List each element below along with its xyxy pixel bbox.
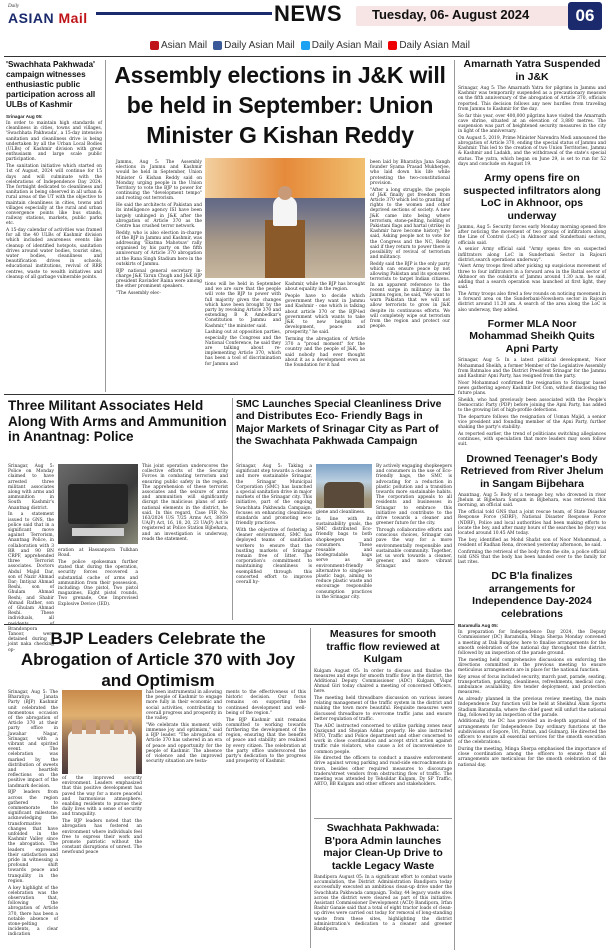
row-divider (4, 394, 454, 395)
smc-col3: By actively engaging shopkeepers and consumers in the use of Eco-friendly bags, the SMC is advocating for a reduction in plastic pollution and a transition towards more sustainable habits. The corporation appeals to all residents and businesses in Srinagar to embrace this initiative and contribute to the drive towards a cleaner and greener future for the city. Through collaborative efforts and conscious choices, Srinagar can pave the way for a more environmentally responsible and sustainable community. Together, let us work towards a cleaner, greener, and more vibrant Srinagar. (376, 464, 452, 570)
photo-people (324, 482, 364, 508)
mla-headline: Former MLA Noor Mohammad Sheikh Quits Apni Party (469, 317, 595, 355)
bjp-photo (62, 690, 142, 774)
bjp-headline: BJP Leaders Celebrate the Abrogation of Article 370 with Joy and Optimism (20, 629, 296, 690)
dc-headline: DC B'la finalizes arrangements for Independence Day-2024 celebrations (472, 570, 592, 620)
kulgam-story (314, 628, 452, 814)
militants-col1: Srinagar, Aug 5: Police on Monday claimed to have arrested three militant associates along with arms and ammunition in South Kashmir's Anantnag district. In a statement issued to GNS, the police said that in a significant move against Terrorism, Anantnag Police, in collaboration with 3 RR and 90 BN CRPF, apprehended three Terrorist associates. Doctors Abdul Majid Dar, son of Nazir Ahmad Dar; Imtiyaz Ahmad Reshi, son of Ghulam Ahmad Reshi; and Shabir Ahmad Rather, son of Ghulam Ahmad Reshi. These individuals, all Brandonpora Tanoor, were detained during a joint naka checking op- (8, 464, 54, 653)
bandipora-body: Bandipora August 05: In a significant effort to combat waste accumulation, the District Administration Bandipora today successfully executed an ambitious clean-up drive under the Swachhata Pakhwada campaign. Today, 44 legacy waste sites across the district were cleared as part of this initiative. Assistant Commissioner Development (ACD) Bandipora, Irfan Bashir Ganaie said that a total of eight tractor loads of clean-up drives were carried out today for removal of long-standing waste from these sites, highlighting the district administration's dedication to a cleaner and greener Bandipora. (314, 875, 452, 933)
masthead-logo (8, 4, 98, 30)
top-story-col3: Kashmir, while the BJP has brought about equality in the region. People have to decide which government they want in Jammu and Kashmir - one which is talking about article 370 or the BJP-led government which wants to take J&K to new heights of development, peace and prosperity," he said. Terming the abrogation of Article 370 a "proud moment" for the country and the people of J&K, he said nobody had ever thought about it as a development even as the foundation for it had (285, 282, 365, 369)
bandipora-story (314, 822, 452, 948)
photo-head (278, 186, 292, 200)
militants-col3: This joint operation underscores the collective efforts of the Security Forces in combating terrorism and ensuring public safety in the region. The apprehension of these terrorist associates and the seizure of arms and ammunition will significantly disrupt the malicious plans of anti-national elements in the district, he said. In this regard, Case FIR No. 163/2024 U/S 7/25 Arms Act, 38/39 UA(P) Act, 16, 18, 20, 23 UA(P) Act is registered at Police Station Bijbehara, and an investigation is underway, reads the statement. (142, 464, 228, 542)
mla-body: Srinagar, Aug 5: In a latest political development, Noor Mohammad Sheikh, a former Member of the Legislative Assembly from Batmaloo and the District President Srinagar for the Jammu and Kashmir Apni Party, has resigned from the party. Noor Mohammad confirmed the resignation to Srinagar based news gathering agency Kashmir Dot Com, without disclosing the future plans. Sheikh, who had previously been associated with the People's Democratic Party (PDP) before joining the Apni Party, has added to the growing list of high-profile defections. The departure follows the resignation of Usman Majid, a senior vice president and founding member of the Apni Party, further shaking the party's stability. As reported earlier, the trend of politicians switching allegiances continues, with speculation that more leaders may soon follow suit. (458, 358, 606, 448)
bjp-col2: of the improved security environment. Leaders emphasized that this positive development has paved the way for a more peaceful and harmonious atmosphere, enabling residents to pursue their daily lives with a sense of security and tranquility. The BJP leaders noted that the abrogation has fostered an environment where individuals feel free to express their work and promote patriotic without the constant disruptions of unrest. The newfound peace (62, 776, 142, 856)
photo-weapon-label (72, 528, 124, 536)
militants-col2: eration at Hassanpora Tulkhan Road. The police spokesman further stated that during the operation, security forces recovered a substantial cache of arms and ammunition from their possession, including: One pistol, Two pistol magazines, Eight pistol rounds, Two grenade, One Improvised Explosive Device (IED). (58, 548, 138, 607)
smc-headline: SMC Launches Special Cleanliness Drive and Distributes Eco- Friendly Bags in Major Markets of Srinagar City as Part of the Swachhata Pakhwada Campaign (236, 398, 442, 447)
bjp-col1: Srinagar, Aug 5: The Bharatiya Janata Party (BJP) Kashmir unit celebrated the momentous occasion of the abrogation of Article 370 at their party office in Jawahar Nagar, Srinagar, with a vibrant and spirited event. The celebration was marked by the distribution of sweets and heartfelt reflections on the positive impact of the landmark decision. BJP leaders from across the region gathered to commemorate the significant milestone, acknowledging the transformative changes that have unfolded in the Kashmir Valley since the abrogation. The leaders expressed their satisfaction and pride in witnessing a profound shift towards peace and tranquility in the region. A key highlight of the celebration was the observation that, following the abrogation of Article 370, there has been a notable absence of stone-pelting incidents, a clear indication (8, 690, 58, 938)
army-body: Jammu, Aug 5: Security forces early Monday morning opened fire after noticing the movement of two groups of infiltrators along the Line of Control (LoC) in Akhnoor and Sunderbani sectors, officials said. A senior Army official said "Army opens fire on suspected infiltrators along LoC in Sunderbani Sector in Rajouri district,search operations underway". "Alert Army troops fired after picking up suspicious movement of three to four infiltrators in a forward area in the Battal sector of Akhnoor on the outskirts of Jammu around 1.30 a.m. he said, adding that a search operation was launched at first light, they said. The Army troops also fired a few rounds on noticing movement in a forward area on the Sunderbani-Nowshera sector in Rajouri district around 11.20 am. A search of the area along the LoC is also underway, they added. (458, 225, 606, 313)
left-story-body: In order to maintain high standards of cleanliness in cities, towns and villages, 'Swachhata Pakhwada', a 15-day intensive sanitation and cleanliness drive is being undertaken by all the Urban Local Bodies (ULBs) of Kashmir division with great enthusiasm and large scale public participation. The sanitation initiative which started on 1st of August, 2024 will continue for 15 days and will culminate with the celebrations of Independence Day 2024. The fortnight dedicated to cleanliness and sanitation is being observed in all urban & rural areas of the UT with the objective to maintain cleanliness in cities, towns and villages especially at the rural and urban convergence points like bus stands, railway stations, markets, public parks etc. A 15-day calendar of activities was framed for all the 40 ULBs of Kashmir division which included awareness events like cleanup of identified hotspots, sanitation drives around water bodies, tourist sites, water bodies, cleanliness and beautification drives in schools, educational institutions, revival of RRR centres, waste to wealth initiatives and cleanup of all garbage vulnerable points. (6, 121, 102, 280)
amarnath-body: Srinagar, Aug 5: The Amarnath Yatra for pilgrims in Jammu and Kashmir was temporarily suspended as a precautionary measure on the fifth anniversary of the abrogation of Article 370, officials reported. This decision follows any new hurdles from traveling from Jammu to Kashmir for the day. So far this year, over 400,000 pilgrims have visited the Amarnath cave shrine, situated at an elevation of 3,880 metres. The suspension was part of heightened security measures in the city in light of the anniversary. On August 5, 2019, Prime Minister Narendra Modi announced the abrogation of Article 370, ending the special status of Jammu and Kashmir. This led to the creation of two Union Territories, Jammu & Kashmir and Ladakh, and the withdrawal of the state's special status. The yatra, which began on June 29, is set to run for 52 days and conclude on August 19. (458, 86, 606, 167)
youtube-icon (388, 41, 397, 50)
social-bar (150, 38, 470, 52)
masthead (0, 0, 610, 56)
smc-col1: Srinagar, Aug 5: Taking a significant step towards a cleaner and more sustainable Srinagar, the Srinagar Municipal Corporation (SMC) has launched a special sanitation drive in major markets of the Srinagar city. This initiative, part of the ongoing Swachhata Pakhwada Campaign, focuses on enhancing cleanliness standards and promoting eco-friendly practices. With the objective of fostering a cleaner environment, SMC has deployed teams of sanitation workers to ensure that the bustling markets of Srinagar remain free of litter. The corporation's commitment to maintaining cleanliness is exemplified through this concerted effort to improve overall hy- (236, 464, 312, 585)
photo-weapons (68, 484, 128, 524)
drowned-headline: Drowned Teenager's Body Retrieved from River Jhelum in Sangam Bijbehara (460, 452, 604, 490)
masthead-divider (4, 56, 606, 57)
amarnath-headline: Amarnath Yatra Suspended in J&K (463, 58, 601, 83)
section-label: NEWS (274, 1, 342, 26)
dc-byline: Baramulla Aug 05: (458, 623, 499, 629)
page-number-badge: 06 (568, 2, 602, 30)
logo-small: Daily (8, 4, 20, 9)
smc-photo (316, 464, 372, 508)
facebook-icon (213, 41, 222, 50)
top-story-col1: Jammu, Aug 5: The Assembly elections in Jammu and Kashmir would be held in September, Union Minister G Kishan Reddy said on Monday, urging people in the Union Territory to vote the BJP to power for continuing the "development tempo" and rooting out terrorism. He said the architects of Pakistan and its intelligence agency ISI have been largely unhinged in J&K after the abrogation of Article 370 as the Centre has crushed terror network. Reddy, who is also election in-charge of the BJP in Jammu and Kashmir, was addressing 'Ekatma Mahotsav' rally organised by his party on the fifth anniversary of Article 370 abrogation at the Rana Singh Stadium here in the outskirts of Jammu. BJP national general secretary in-charge J&K Tarun Chugh and J&K BJP president Ravinder Raina were among the other prominent speakers. "The Assembly elec- (116, 160, 202, 296)
bjp-col3: has been instrumental in allowing the people of Kashmir to engage more fully in their economic and social activities, contributing to overall progress and prosperity in the valley. "We celebrate this moment with immense joy and optimism," said a BJP leader. "The abrogation of Article 370 has ushered in an era of peace and opportunity for the people of Kashmir. The absence of violence and the improved security situation are testa- (146, 690, 222, 765)
drowned-body: Anantnag, Aug 5: Body of a teenage boy, who drowned in river Jhelum at Bijbehara Sangam in Bijbehara, was retrieved this morning, an official said. The official told GNS that a joint rescue team, of State Disaster Response Force (SDRF), National Disaster Response Force (NDRF), Police and local authorities had been making efforts to locate the boy, and after many hours of the searches he (boy) was located around 10.45 AM today. The boy, identified as Mohd Shafat son of Noor Mohammad, a resident of Radhan Rena, drowned yesterday afternoon, he said. Confirming the retrieval of the body from the site, a police official told GNS that the body has been handed over to the family for last rites. (458, 493, 606, 565)
col-divider (105, 60, 106, 392)
right-col-divider (454, 60, 455, 950)
social-item[interactable]: Asian Mail (150, 40, 207, 51)
kulgam-headline: Measures for smooth traffic flow reviewed at Kulgam (326, 628, 440, 665)
issue-date: Tuesday, 06- August 2024 (372, 7, 530, 22)
militants-photo (58, 464, 138, 544)
kulgam-body: Kulgam August 05: In order to discuss and finalise the measures and steps for smooth traffic flow in the district, the Additional Deputy Commissioner (ADC) Kulgam, Viqar Ahmad Giri today chaired a meeting of concerned Officers, here. The meeting held threadbare discussion on various issues relating management of the traffic system in the district and making the town more beautiful. Requisite measures were discussed threadbare to overcome traffic jams and ensure better regulation of traffic. The ADC instructed concerned to utilize parking zones near Qaziqund and Shopian Addas properly. He also instructed MTO, Traffic and Police department and other concerned to work in close coordination and accept strict action against traffic rule violators, who cause a lot of inconvenience to common people. He directed the officers to conduct a massive enforcement drive against wrong parking and road-side encroachments in town, besides other required measures to discourage traders/street vendors from obstructing flow of traffic. The meeting was attended by Tehsildar Kulgam, Dy SP Traffic, ARTO, BB Kulgam and other officers and stakeholders. (314, 668, 452, 788)
left-story-byline: Srinagar Aug 05: (6, 114, 43, 119)
social-item[interactable]: Daily Asian Mail (301, 40, 383, 51)
twitter-icon (301, 41, 310, 50)
top-story-col2: tions will be held in September and we are sure that the people will vote the BJP to power with full majority given the changes which have been brought by the party by revoking Article 370 and extending B R Ambedkar's Constitution to Jammu and Kashmir," the minister said. Lashing out at opposition parties, especially the Congress and the National Conference, he said they are talking about re-implementing Article 370, which has been a tool of discrimination for Jammu and (205, 282, 281, 367)
army-headline: Army opens fire on suspected infiltrators along LoC in Akhnoor, ops underway (463, 172, 601, 222)
col-divider (232, 398, 233, 620)
social-item[interactable]: Daily Asian Mail (213, 40, 295, 51)
social-item[interactable]: Daily Asian Mail (388, 40, 470, 51)
row-divider (4, 624, 454, 625)
top-story-col4: been laid by Bharatiya Jana Sangh founder Syama Prasad Mukherjee, who laid down his life while protesting the two-constitutional provision. "After a long struggle, the people of J&K finally got freedom from Article 370 which led to granting of rights to the women and other deprived sections of society. A new J&K came into being where terrorism, stone-pelting, holding of Pakistani flags and hartal (strike) in Kashmir have become history," he said, Asking people not to vote for the Congress and the NC, Reddy said if they return to power there is possibility of revival of terrorism and militancy. Reddy said the BJP is the only party which can ensure peace by not allowing Pakistan and its sponsored terrorists to target Indian citizens. In an apparent reference to the recent surge in militancy in the Jammu region, he said, "We want to warn Pakistan that we will not allow terrorists to grow in J&K despite its continuous efforts. We will completely wipe out terrorism from the region and protect our people. (370, 160, 450, 330)
smc-col2: giene and cleanliness. In line with its sustainability goals, the SMC distributed Eco-friendly bags to both shopkeepers and consumers. These reusable and biodegradable bags serve as an environment-friendly alternative to single-use plastic bags, aiming to reduce plastic waste and encourage responsible consumption practices in the Srinagar city. (316, 510, 372, 600)
photo-heads (72, 720, 132, 734)
bandipora-headline: Swachhata Pakhwada: B'pora Admin launches major Clean-Up Drive to tackle Legacy Waste (323, 822, 443, 872)
dc-body: In preparation for Independence Day 2024, the Deputy Commissioner (DC) Baramulla, Minga Sherpa Monday convened a meeting at Dak Bunglow, here to finalise arrangements for the smooth celebration of the national day throughout the district, followed by an inspection of the parade ground. The meeting held comprehensive discussions on enforcing the directions committed in the previous meeting to ensure meticulous arrangements are in place for the national function. Key areas of focus included security, march past, parade, seating, transportation, parking, cleanliness, refreshments, medical care, ambulance availability, fire tender deployment, and protection measures. As already planned in the previous review meeting, the main Independence Day function will be held at Sheikhul Alam Sports Stadium Baramulla, where the chief guest will unfurl the national flag, followed by an inspection of the parade. Additionally, the DC has provided an in-depth appraisal of the arrangements for Independence Day ordinary functions at the subdivisions of Sopore, Uri, Pattan, and Gulmarg. He directed the officers to ensure all essential services for the smooth execution of the celebrations. During the meeting, Minga Sherpa emphasised the importance of close coordination among the officers to ensure that all arrangements are meticulous for the smooth celebration of the national day. (458, 630, 606, 768)
row-divider (314, 818, 452, 819)
bjp-col4: ments to the effectiveness of this historic decision. Our focus remains on supporting the continued development and well-being of the region." The BJP Kashmir unit remains committed to working towards furthering the development of the region, ensuring that the benefits of peace and stability are realized by every citizen. The celebration at the party office underscored the party's dedication to the progress and prosperity of Kashmir. (226, 690, 306, 765)
photo-speaker (273, 196, 297, 226)
right-column (458, 58, 606, 950)
col-divider (310, 628, 311, 948)
left-column-story (6, 60, 102, 390)
instagram-icon (150, 41, 159, 50)
photo-podium (265, 220, 305, 278)
top-story-photo (205, 158, 365, 278)
photo-group (68, 730, 136, 774)
masthead-bar (96, 12, 272, 15)
left-story-headline: 'Swachhata Pakhwada' campaign witnesses enthusiastic public participation across all ULBs of Kashmir (6, 60, 96, 109)
top-story-headline: Assembly elections in J&K will be held in September: Union Minister G Kishan Reddy (114, 62, 446, 148)
logo-text: ASIAN Mail (8, 10, 88, 26)
militants-headline: Three Militant Associates Held Along With Arms and Ammunition in Anantnag: Police (8, 398, 227, 444)
